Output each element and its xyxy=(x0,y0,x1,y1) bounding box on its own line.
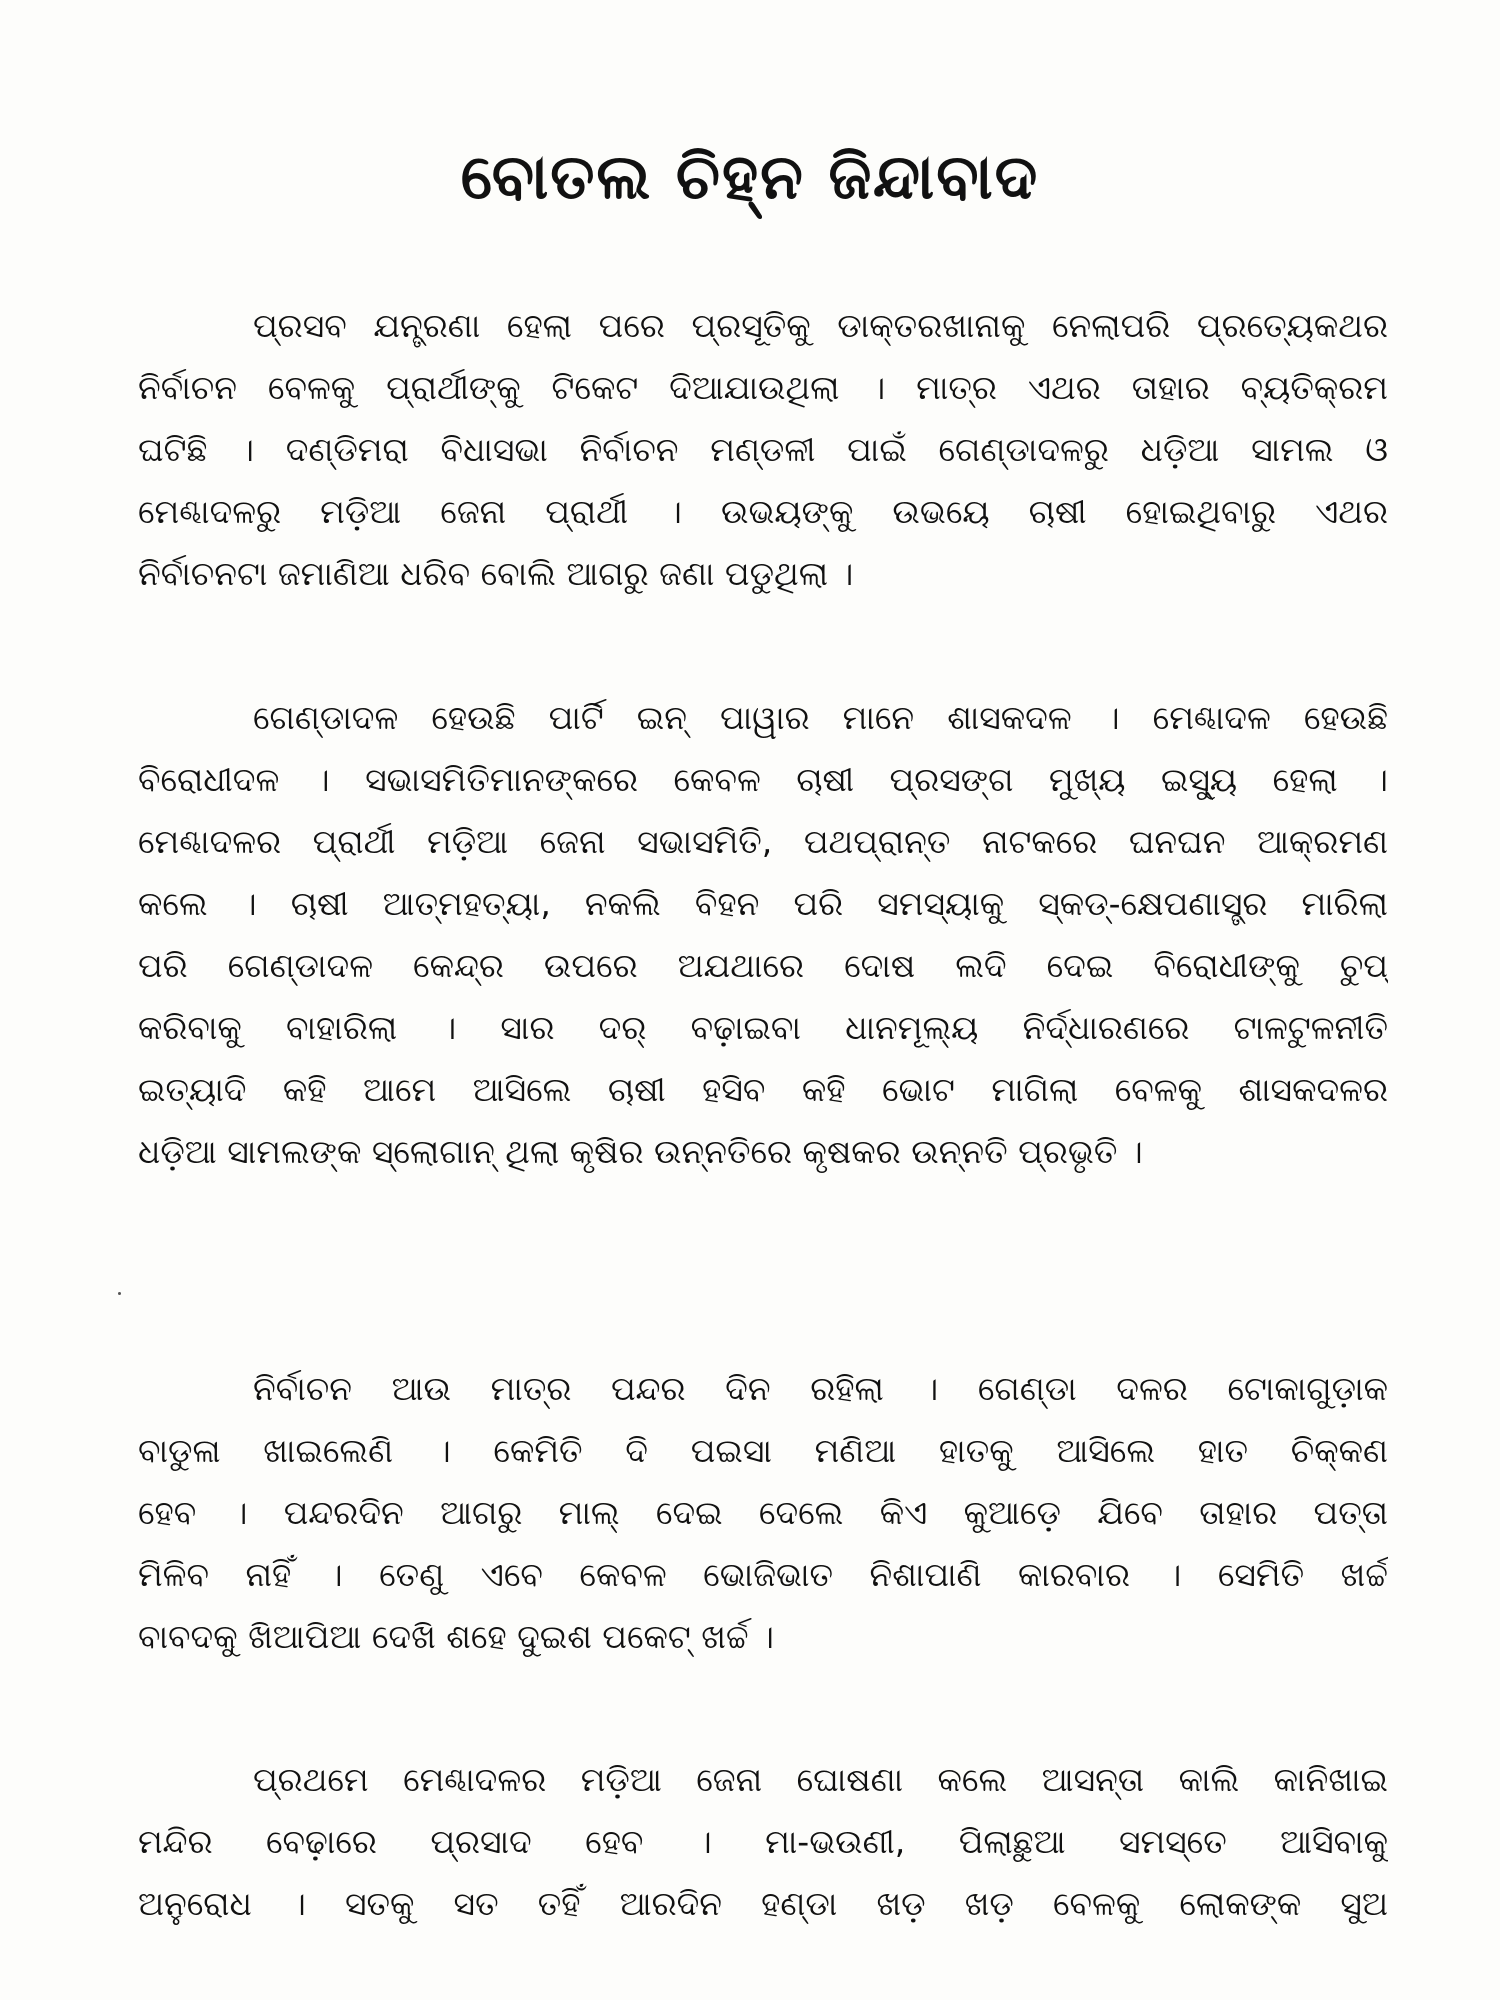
text-line: ପରି ଗେଣ୍ଡାଦଳ କେନ୍ଦ୍ର ଉପରେ ଅଯଥାରେ ଦୋଷ ଲଦି ଦେଇ ବିରୋଧୀଙ୍କୁ ଚୁପ୍ xyxy=(138,946,1388,985)
text-line: ଘଟିଛି । ଦଣ୍ଡିମରା ବିଧାସଭା ନିର୍ବାଚନ ମଣ୍ଡଳୀ ପାଇଁ ଗେଣ୍ଡାଦଳରୁ ଧଡ଼ିଆ ସାମଲ ଓ xyxy=(138,430,1388,469)
paragraph-2 xyxy=(138,687,1388,1183)
text-line: ମନ୍ଦିର ବେଢ଼ାରେ ପ୍ରସାଦ ହେବ । ମା-ଭଉଣୀ, ପିଲାଛୁଆ ସମସ୍ତେ ଆସିବାକୁ xyxy=(138,1822,1388,1861)
text-line: ମେଣ୍ଢାଦଳର ପ୍ରାର୍ଥୀ ମଡ଼ିଆ ଜେନା ସଭାସମିତି, ପଥପ୍ରାନ୍ତ ନାଟକରେ ଘନଘନ ଆକ୍ରମଣ xyxy=(138,822,1388,861)
paragraph-4 xyxy=(138,1749,1388,1935)
text-line: କଲେ । ଚାଷୀ ଆତ୍ମହତ୍ୟା, ନକଲି ବିହନ ପରି ସମସ୍ୟାକୁ ସ୍କଡ୍-କ୍ଷେପଣାସ୍ତ୍ର ମାରିଲା xyxy=(138,884,1388,923)
text-line: କରିବାକୁ ବାହାରିଲା । ସାର ଦର୍ ବଢ଼ାଇବା ଧାନମୂଲ୍ୟ ନିର୍ଦ୍ଧାରଣରେ ଟାଳଟୁଳନୀତି xyxy=(138,1008,1388,1047)
text-line: ଇତ୍ୟାଦି କହି ଆମେ ଆସିଲେ ଚାଷୀ ହସିବ କହି ଭୋଟ ମାଗିଲା ବେଳକୁ ଶାସକଦଳର xyxy=(138,1070,1388,1109)
text-line: ଗେଣ୍ଡାଦଳ ହେଉଛି ପାର୍ଟି ଇନ୍ ପାୱାର ମାନେ ଶାସକଦଳ । ମେଣ୍ଢାଦଳ ହେଉଛି xyxy=(253,698,1388,737)
text-line: ମେଣ୍ଢାଦଳରୁ ମଡ଼ିଆ ଜେନା ପ୍ରାର୍ଥୀ । ଉଭୟଙ୍କୁ ଉଭୟେ ଚାଷୀ ହୋଇଥିବାରୁ ଏଥର xyxy=(138,492,1388,531)
text-line: ନିର୍ବାଚନ ଆଉ ମାତ୍ର ପନ୍ଦର ଦିନ ରହିଲା । ଗେଣ୍ଡା ଦଳର ଟୋକାଗୁଡ଼ାକ xyxy=(253,1369,1388,1408)
text-line: ବାଡୁଳା ଖାଇଲେଣି । କେମିତି ଦି ପଇସା ମଣିଆ ହାତକୁ ଆସିଲେ ହାତ ଚିକ୍କଣ xyxy=(138,1431,1388,1470)
paragraph-3 xyxy=(138,1358,1388,1668)
text-line: ବାବଦକୁ ଖିଆପିଆ ଦେଖି ଶହେ ଦୁଇଶ ପକେଟ୍ ଖର୍ଚ୍ଚ । xyxy=(138,1617,774,1656)
text-line: ପ୍ରସବ ଯନ୍ତ୍ରଣା ହେଲା ପରେ ପ୍ରସୂତିକୁ ଡାକ୍ତରଖାନାକୁ ନେଲାପରି ପ୍ରତ୍ୟେକଥର xyxy=(253,306,1388,345)
paragraph-1 xyxy=(138,295,1388,605)
text-line: ନିର୍ବାଚନଟା ଜମାଣିଆ ଧରିବ ବୋଲି ଆଗରୁ ଜଣା ପଡୁଥିଲା । xyxy=(138,554,854,593)
text-line: ହେବ । ପନ୍ଦରଦିନ ଆଗରୁ ମାଲ୍ ଦେଇ ଦେଲେ କିଏ କୁଆଡ଼େ ଯିବେ ତାହାର ପତ୍ତା xyxy=(138,1493,1388,1532)
text-line: ବିରୋଧୀଦଳ । ସଭାସମିତିମାନଙ୍କରେ କେବଳ ଚାଷୀ ପ୍ରସଙ୍ଗ ମୁଖ୍ୟ ଇସ୍ୟୁ ହେଲା । xyxy=(138,760,1388,799)
text-line: ଅନୁରୋଧ । ସତକୁ ସତ ତହିଁ ଆରଦିନ ହଣ୍ଡା ଖଡ଼ ଖଡ଼ ବେଳକୁ ଲୋକଙ୍କ ସୁଅ xyxy=(138,1884,1388,1923)
text-line: ମିଳିବ ନାହିଁ । ତେଣୁ ଏବେ କେବଳ ଭୋଜିଭାତ ନିଶାପାଣି କାରବାର । ସେମିତି ଖର୍ଚ୍ଚ xyxy=(138,1555,1388,1594)
scan-speck xyxy=(118,1292,121,1295)
text-line: ନିର୍ବାଚନ ବେଳକୁ ପ୍ରାର୍ଥୀଙ୍କୁ ଟିକେଟ ଦିଆଯାଉଥିଲା । ମାତ୍ର ଏଥର ତାହାର ବ୍ୟତିକ୍ରମ xyxy=(138,368,1388,407)
text-line: ପ୍ରଥମେ ମେଣ୍ଢାଦଳର ମଡ଼ିଆ ଜେନା ଘୋଷଣା କଲେ ଆସନ୍ତା କାଲି କାନିଖାଇ xyxy=(253,1760,1388,1799)
text-line: ଧଡ଼ିଆ ସାମଲଙ୍କ ସ୍ଲୋଗାନ୍ ଥିଲା କୃଷିର ଉନ୍ନତିରେ କୃଷକର ଉନ୍ନତି ପ୍ରଭୃତି । xyxy=(138,1132,1143,1171)
document-title: ବୋତଲ ଚିହ୍ନ ଜିନ୍ଦାବାଦ xyxy=(460,140,1040,213)
